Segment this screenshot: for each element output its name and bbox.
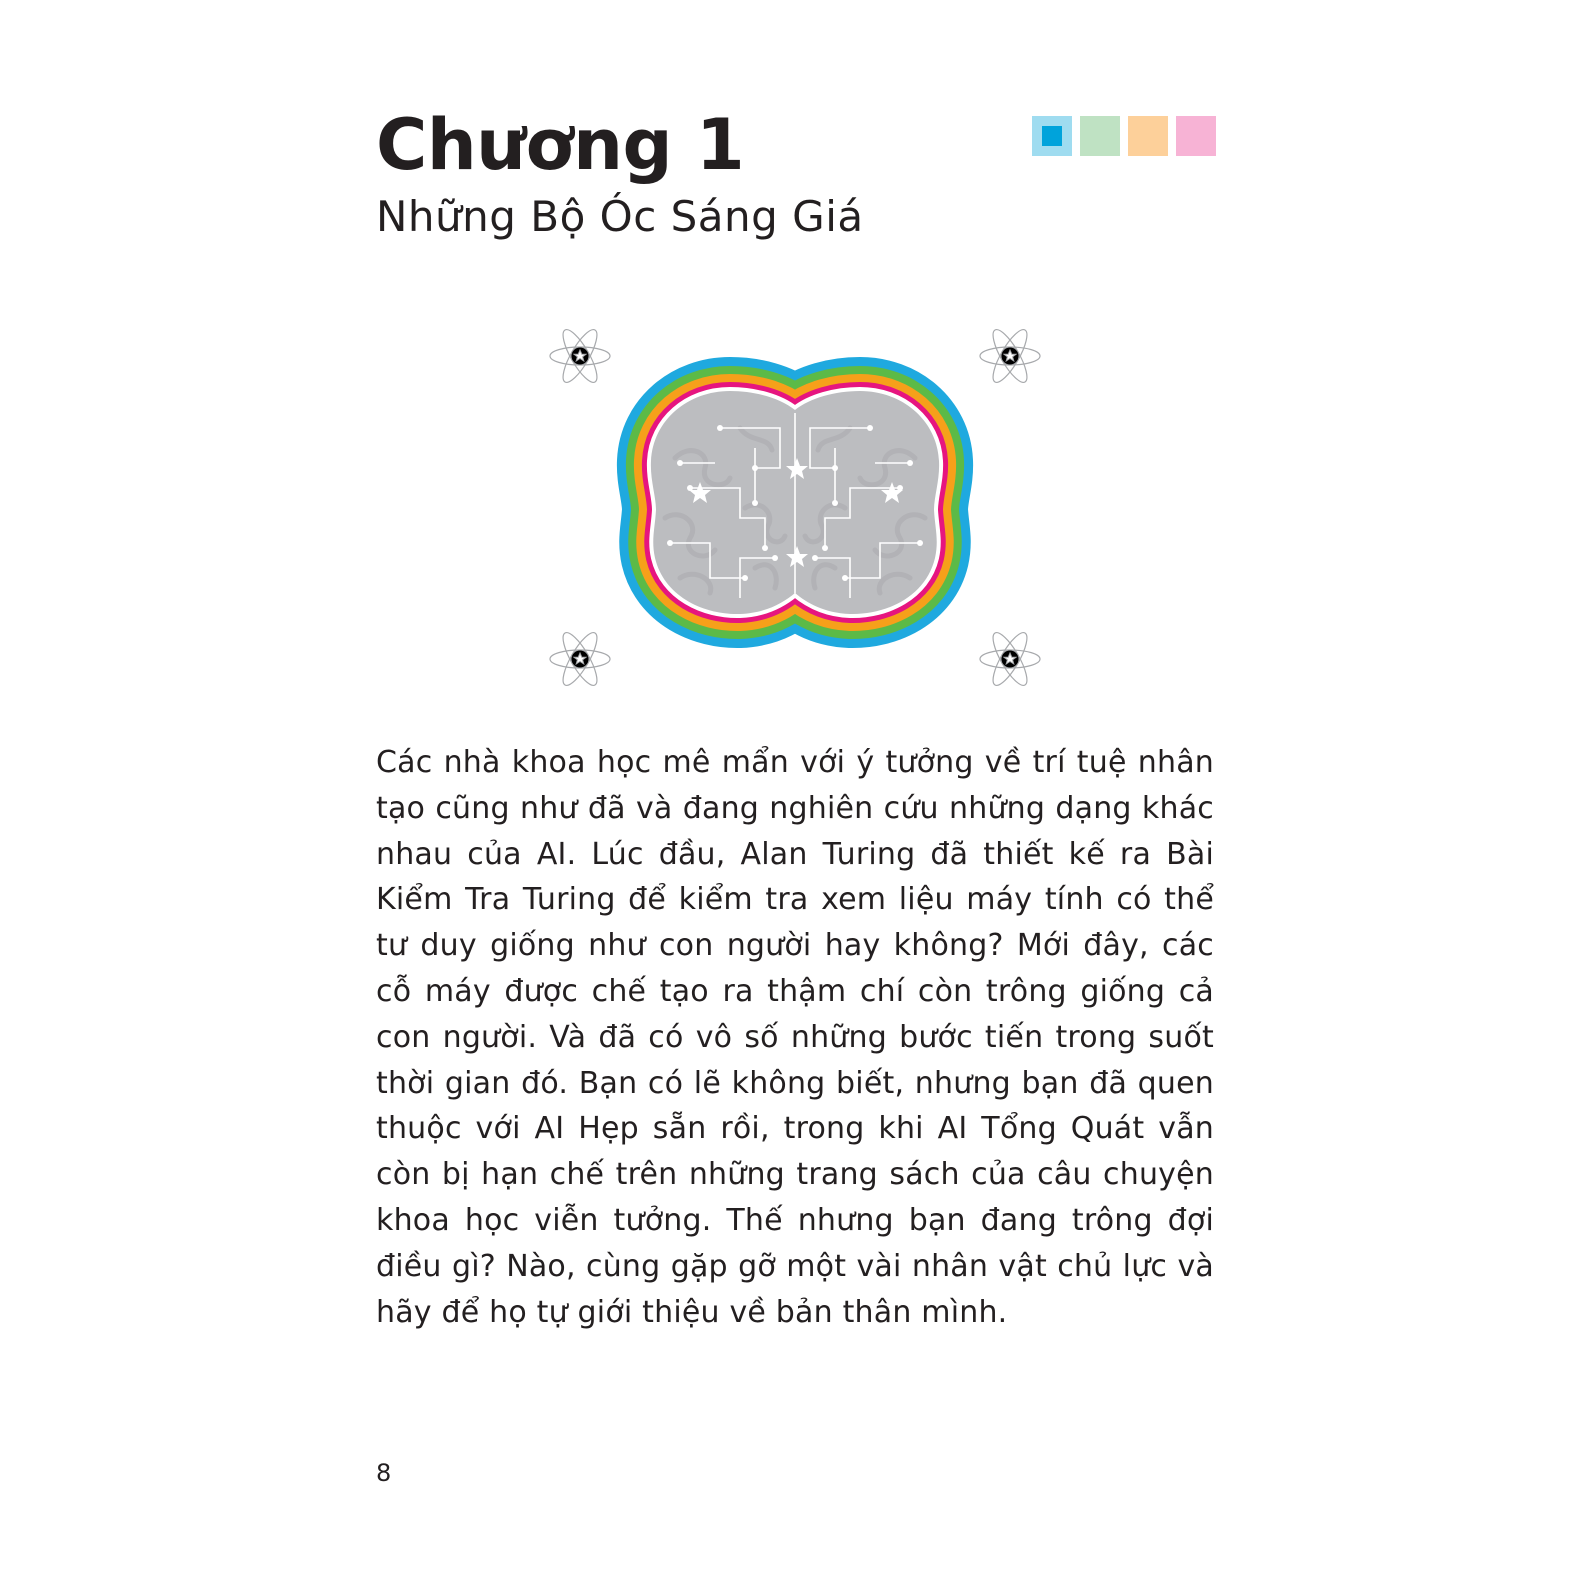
chapter-title: Chương 1 <box>376 104 745 186</box>
atom-icon-bottom-left <box>550 629 610 690</box>
color-square-blue <box>1032 116 1072 156</box>
color-square-blue-marker <box>1042 126 1062 146</box>
body-paragraph: Các nhà khoa học mê mẩn với ý tưởng về trí tuệ nhân tạo cũng như đã và đang nghiên cứu những dạng khác nhau của AI. Lúc đầu, Alan Turing đã thiết kế ra Bài Kiểm Tra Turing để kiểm tra xem liệu máy tính có thể tư duy giống như con người hay không? Mới đây, các cỗ máy được chế tạo ra thậm chí còn trông giống cả con người. Và đã có vô số những bước tiến trong suốt thời gian đó. Bạn có lẽ không biết, nhưng bạn đã quen thuộc với AI Hẹp sẵn rồi, trong khi AI Tổng Quát vẫn còn bị hạn chế trên những trang sách của câu chuyện khoa học viễn tưởng. Thế nhưng bạn đang trông đợi điều gì? Nào, cùng gặp gỡ một vài nhân vật chủ lực và hãy để họ tự giới thiệu về bản thân mình. <box>376 745 1214 1330</box>
color-square-orange <box>1128 116 1168 156</box>
atom-icon-bottom-right <box>980 629 1040 690</box>
page-number: 8 <box>376 1459 392 1487</box>
atom-icon-top-right <box>980 326 1040 387</box>
color-square-pink <box>1176 116 1216 156</box>
brain-circuit-icon <box>540 318 1050 698</box>
color-squares <box>1032 116 1216 156</box>
color-square-green <box>1080 116 1120 156</box>
chapter-subtitle: Những Bộ Óc Sáng Giá <box>376 192 864 241</box>
atom-icon-top-left <box>550 326 610 387</box>
